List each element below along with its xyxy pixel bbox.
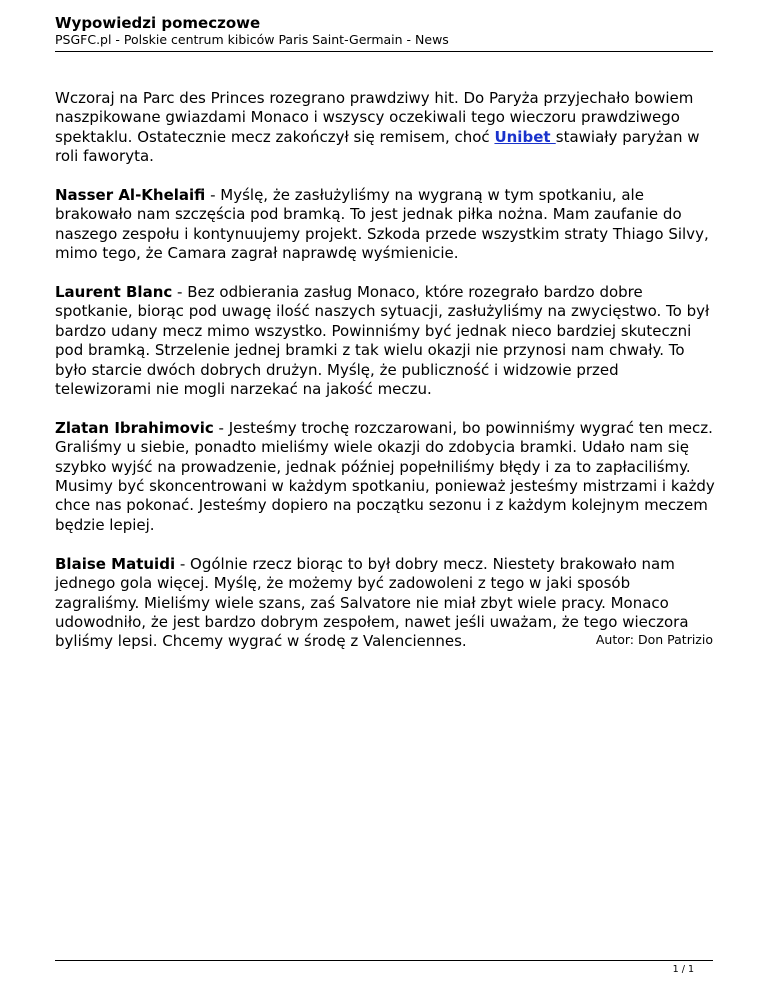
quote-speaker: Blaise Matuidi <box>55 554 176 573</box>
quote-text: - Bez odbierania zasług Monaco, które rozegrało bardzo dobre spotkanie, biorąc pod uwagę ilość naszych sytuacji, zasłużyliśmy na zwycięstwo. To był bardzo udany mecz mimo wszystko. Powinniśmy być jednak nieco bardziej skuteczni pod bramką. Strzelenie jednej bramki z tak wielu okazji nie przynosi nam chwały. To było starcie dwóch dobrych drużyn. Myślę, że publiczność i widzowie przed telewizorami nie mogli narzekać na jakość meczu. <box>55 283 710 399</box>
article-body <box>55 89 715 671</box>
quote-paragraph <box>55 419 715 535</box>
footer-divider <box>55 960 713 961</box>
document-title: Wypowiedzi pomeczowe <box>55 14 261 32</box>
quote-speaker: Laurent Blanc <box>55 283 173 302</box>
quote-paragraph <box>55 283 715 399</box>
header-divider <box>55 51 713 52</box>
intro-text-after: stawiały paryżan w roli faworyta. <box>55 127 700 166</box>
page-number: 1 / 1 <box>672 964 694 975</box>
intro-paragraph <box>55 89 715 167</box>
author-credit: Autor: Don Patrizio <box>595 632 713 647</box>
document-subtitle: PSGFC.pl - Polskie centrum kibiców Paris Saint-Germain - News <box>55 32 449 47</box>
quote-text: - Myślę, że zasłużyliśmy na wygraną w tym spotkaniu, ale brakowało nam szczęścia pod bramką. To jest jednak piłka nożna. Mam zaufanie do naszego zespołu i kontynuujemy projekt. Szkoda przede wszystkim straty Thiago Silvy, mimo tego, że Camara zagrał naprawdę wyśmienicie. <box>55 186 709 263</box>
quote-paragraph <box>55 186 715 264</box>
quote-speaker: Nasser Al-Khelaifi <box>55 186 206 205</box>
document-header <box>55 14 713 48</box>
unibet-link[interactable]: Unibet <box>494 127 556 146</box>
quote-text: - Jesteśmy trochę rozczarowani, bo powinniśmy wygrać ten mecz. Graliśmy u siebie, ponadto mieliśmy wiele okazji do zdobycia bramki. Udało nam się szybko wyjść na prowadzenie, jednak później popełniliśmy błędy i za to zapłaciliśmy. Musimy być skoncentrowani w każdym spotkaniu, ponieważ jesteśmy mistrzami i każdy chce nas pokonać. Jesteśmy dopiero na początku sezonu i z każdym kolejnym meczem będzie lepiej. <box>55 418 715 534</box>
quote-speaker: Zlatan Ibrahimovic <box>55 418 214 437</box>
intro-text: Wczoraj na Parc des Princes rozegrano prawdziwy hit. Do Paryża przyjechało bowiem naszpikowane gwiazdami Monaco i wszyscy oczekiwali tego wieczoru prawdziwego spektaklu. Ostatecznie mecz zakończył się remisem, choć <box>55 89 694 146</box>
quote-text: - Ogólnie rzecz biorąc to był dobry mecz. Niestety brakowało nam jednego gola więcej. Myślę, że możemy być zadowoleni z tego w jaki sposób zagraliśmy. Mieliśmy wiele szans, zaś Salvatore nie miał zbyt wiele pracy. Monaco udowodniło, że jest bardzo dobrym zespołem, nawet jeśli uważam, że tego wieczora byliśmy lepsi. Chcemy wygrać w środę z Valenciennes. <box>55 554 689 651</box>
